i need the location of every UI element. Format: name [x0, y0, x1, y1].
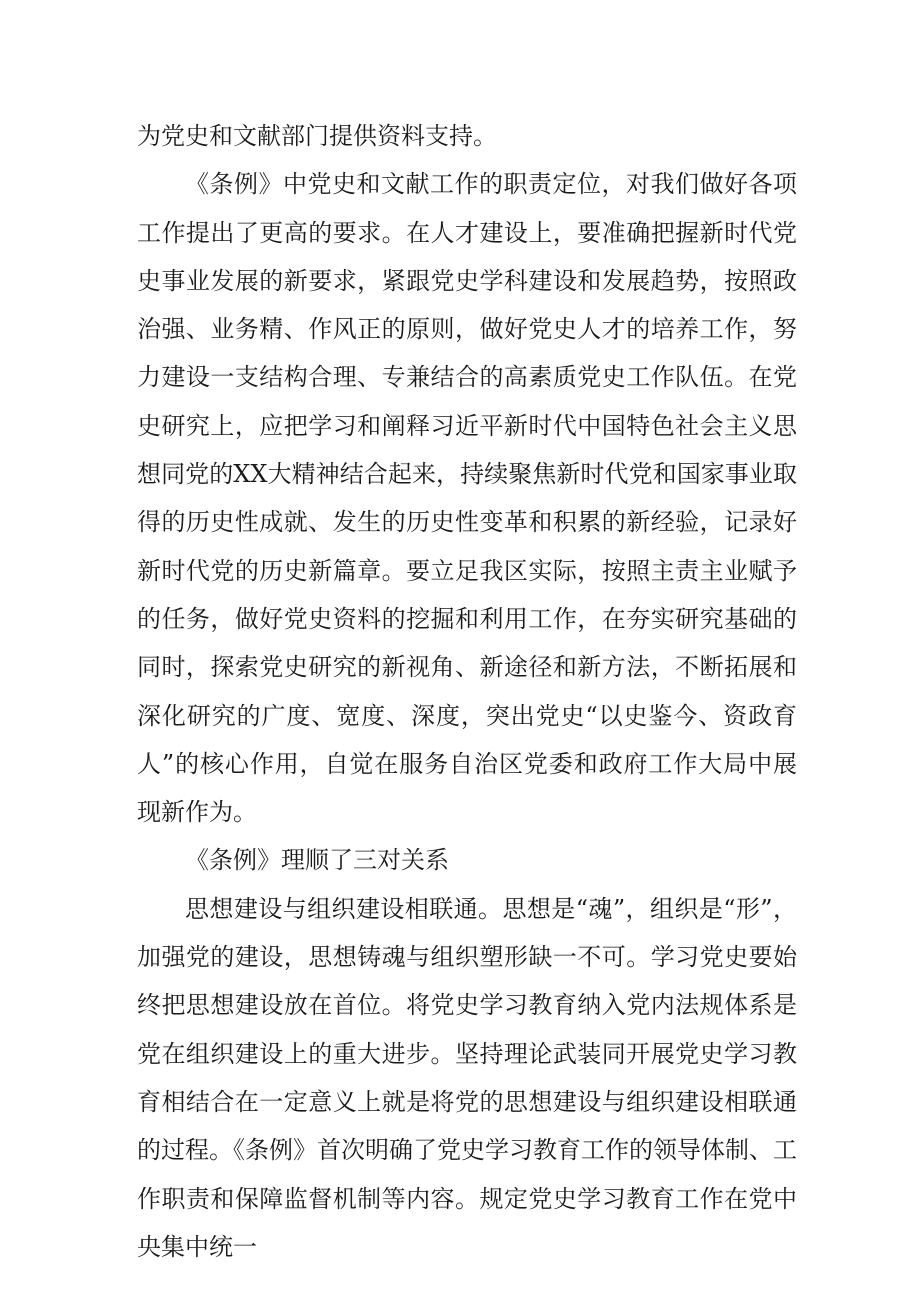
paragraph-thought-organization: 思想建设与组织建设相联通。思想是“魂”，组织是“形”，加强党的建设，思想铸魂与组织塑形缺一不可。学习党史要始终把思想建设放在首位。将党史学习教育纳入党内法规体系是党在组织建设上的重大进步。坚持理论武装同开展党史学习教育相结合在一定意义上就是将党的思想建设与组织建设相联通的过程。《条例》首次明确了党史学习教育工作的领导体制、工作职责和保障监督机制等内容。规定党史学习教育工作在党中央集中统一 [137, 894, 797, 1261]
document-body [137, 112, 797, 1271]
paragraph-continuation: 为党史和文献部门提供资料支持。 [137, 122, 497, 150]
paragraph-duty-positioning: 《条例》中党史和文献工作的职责定位，对我们做好各项工作提出了更高的要求。在人才建设上，要准确把握新时代党史事业发展的新要求，紧跟党史学科建设和发展趋势，按照政治强、业务精、作风正的原则，做好党史人才的培养工作，努力建设一支结构合理、专兼结合的高素质党史工作队伍。在党史研究上，应把学习和阐释习近平新时代中国特色社会主义思想同党的XX大精神结合起来，持续聚焦新时代党和国家事业取得的历史性成就、发生的历史性变革和积累的新经验，记录好新时代党的历史新篇章。要立足我区实际，按照主责主业赋予的任务，做好党史资料的挖掘和利用工作，在夯实研究基础的同时，探索党史研究的新视角、新途径和新方法，不断拓展和深化研究的广度、宽度、深度，突出党史“以史鉴今、资政育人”的核心作用，自觉在服务自治区党委和政府工作大局中展现新作为。 [137, 170, 797, 827]
section-heading-three-relations: 《条例》理顺了三对关系 [185, 846, 449, 875]
